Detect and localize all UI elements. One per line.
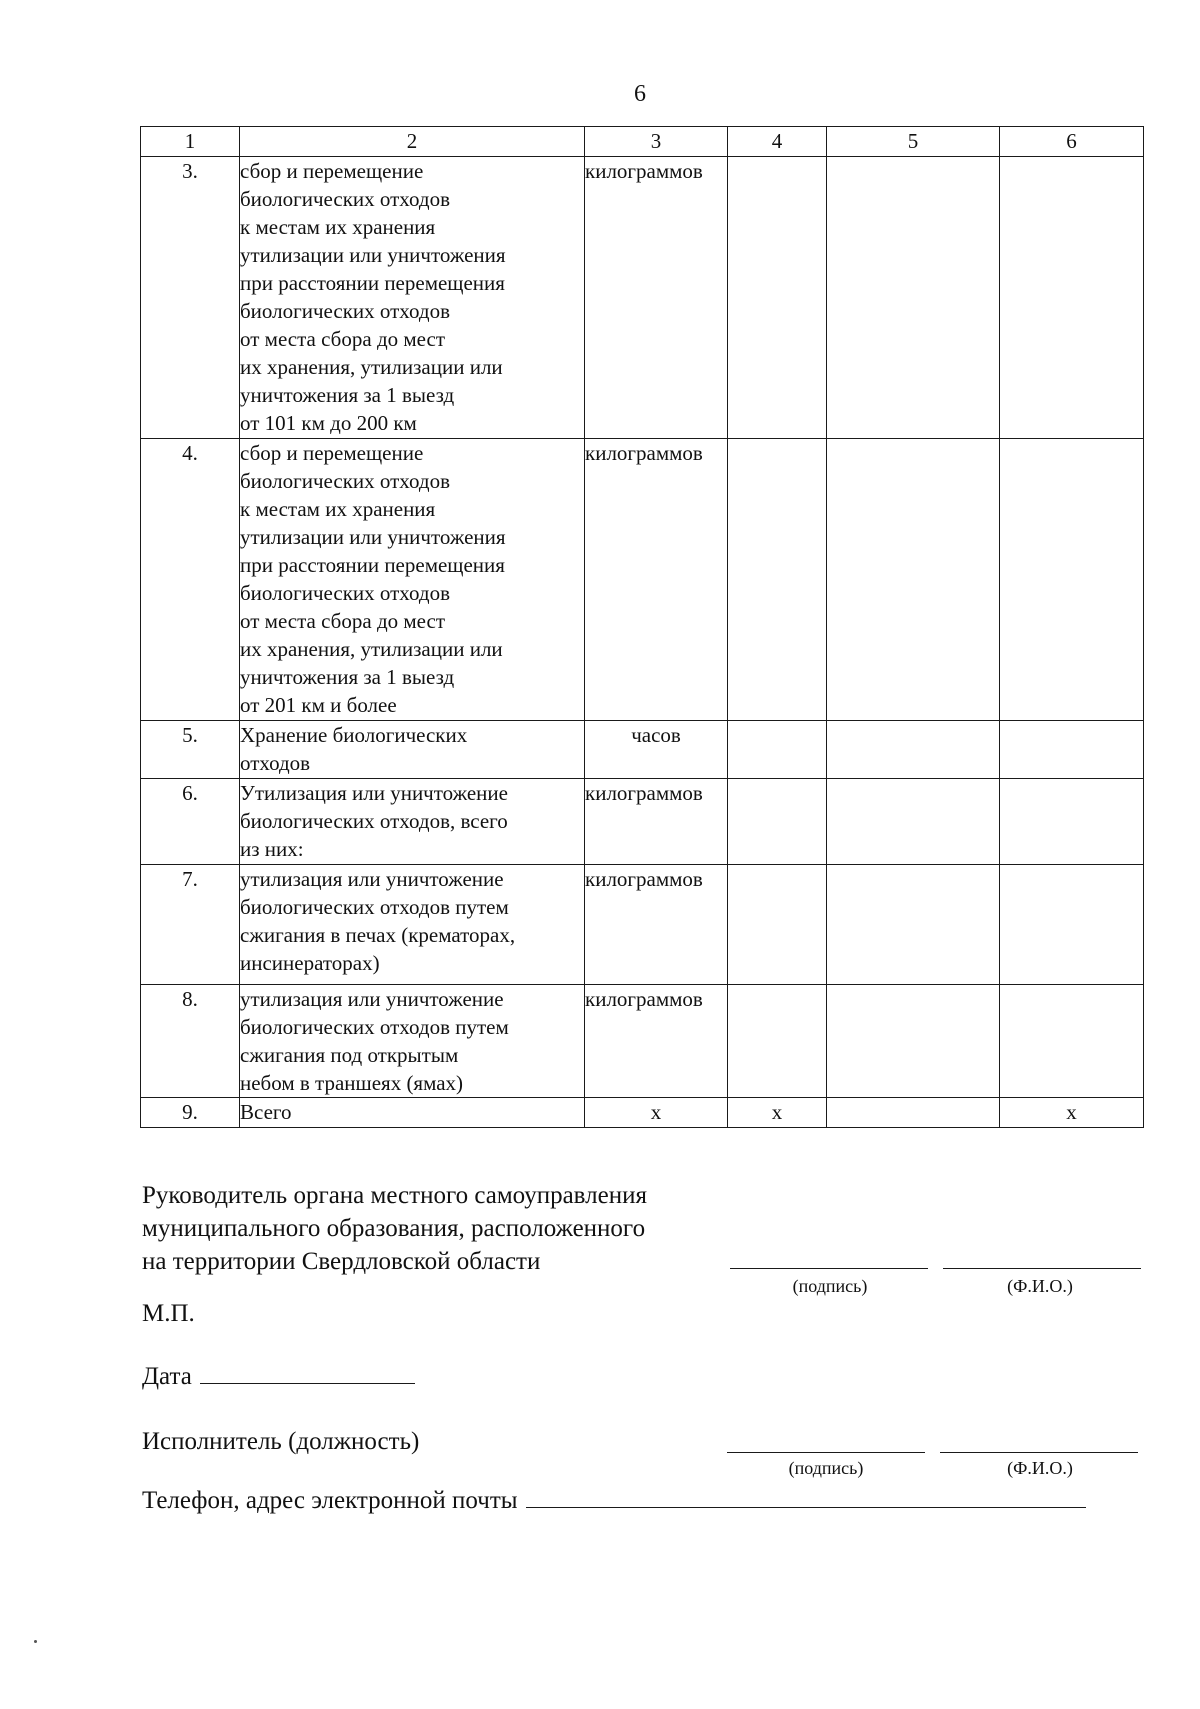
head-signature-caption: (подпись): [792, 1276, 868, 1296]
row-name-line: Всего: [240, 1100, 292, 1124]
row-number-cell: 8.: [141, 985, 240, 1098]
stamp-label: М.П.: [142, 1300, 195, 1327]
row-value-cell[interactable]: [827, 439, 1000, 721]
row-unit-cell: килограммов: [585, 985, 728, 1098]
executor-signature-line[interactable]: [727, 1452, 925, 1453]
executor-name-line[interactable]: [940, 1452, 1138, 1453]
date-row: [142, 1362, 415, 1392]
row-value-cell[interactable]: [827, 157, 1000, 439]
row-name-cell: [240, 157, 585, 439]
row-value-cell[interactable]: [1000, 985, 1144, 1098]
row-name-line: биологических отходов, всего: [240, 809, 508, 833]
row-name-cell: [240, 721, 585, 779]
row-name-line: сжигания в печах (крематорах,: [240, 923, 516, 947]
row-value-cell[interactable]: [1000, 779, 1144, 865]
scan-speck: [34, 1640, 37, 1643]
row-value-cell[interactable]: [728, 985, 827, 1098]
executor-name-caption: (Ф.И.О.): [1007, 1458, 1073, 1478]
row-name-line: из них:: [240, 837, 304, 861]
row-value-cell[interactable]: x: [728, 1098, 827, 1128]
header-cell: 5: [827, 127, 1000, 157]
date-field-line[interactable]: [200, 1382, 415, 1384]
head-name-line[interactable]: [943, 1268, 1141, 1269]
row-name-line: их хранения, утилизации или: [240, 355, 503, 379]
row-name-line: сбор и перемещение: [240, 159, 424, 183]
row-name-line: утилизации или уничтожения: [240, 525, 506, 549]
contact-row: [142, 1486, 1086, 1516]
row-number-cell: 7.: [141, 865, 240, 985]
row-value-cell[interactable]: [1000, 721, 1144, 779]
row-name-cell: [240, 1098, 585, 1128]
row-value-cell[interactable]: [827, 865, 1000, 985]
header-cell: 6: [1000, 127, 1144, 157]
header-cell: 2: [240, 127, 585, 157]
row-value-cell[interactable]: [1000, 439, 1144, 721]
row-name-line: от 101 км до 200 км: [240, 411, 417, 435]
row-name-line: биологических отходов: [240, 299, 450, 323]
row-name-line: при расстоянии перемещения: [240, 553, 505, 577]
row-name-line: утилизация или уничтожение: [240, 987, 504, 1011]
row-name-line: сжигания под открытым: [240, 1043, 459, 1067]
table-header-row: [141, 127, 1144, 157]
row-number-cell: 6.: [141, 779, 240, 865]
row-name-line: уничтожения за 1 выезд: [240, 665, 455, 689]
table-row: [141, 1098, 1144, 1128]
row-name-line: отходов: [240, 751, 311, 775]
row-name-line: утилизации или уничтожения: [240, 243, 506, 267]
row-unit-cell: x: [585, 1098, 728, 1128]
row-name-line: от места сбора до мест: [240, 327, 446, 351]
contact-field-line[interactable]: [526, 1506, 1086, 1508]
row-name-line: утилизация или уничтожение: [240, 867, 504, 891]
report-table: [140, 126, 1144, 1128]
row-name-line: Утилизация или уничтожение: [240, 781, 508, 805]
row-name-line: инсинераторах): [240, 951, 380, 975]
row-value-cell[interactable]: [827, 1098, 1000, 1128]
executor-label: Исполнитель (должность): [142, 1428, 420, 1455]
row-name-line: биологических отходов: [240, 469, 450, 493]
executor-signature-caption: (подпись): [788, 1458, 864, 1478]
row-number-cell: 5.: [141, 721, 240, 779]
head-signature-line[interactable]: [730, 1268, 928, 1269]
row-value-cell[interactable]: [728, 779, 827, 865]
row-name-cell: [240, 439, 585, 721]
row-name-line: биологических отходов: [240, 187, 450, 211]
row-unit-cell: килограммов: [585, 865, 728, 985]
row-value-cell[interactable]: [827, 721, 1000, 779]
row-value-cell[interactable]: [827, 779, 1000, 865]
row-value-cell[interactable]: [728, 157, 827, 439]
row-name-cell: [240, 779, 585, 865]
row-number-cell: 3.: [141, 157, 240, 439]
row-name-line: к местам их хранения: [240, 215, 436, 239]
head-name-caption: (Ф.И.О.): [1007, 1276, 1073, 1296]
contact-label: Телефон, адрес электронной почты: [142, 1487, 518, 1514]
row-name-cell: [240, 985, 585, 1098]
table-row: [141, 865, 1144, 985]
row-name-line: биологических отходов путем: [240, 895, 509, 919]
row-number-cell: 4.: [141, 439, 240, 721]
table-row: [141, 779, 1144, 865]
head-title-line: Руководитель органа местного самоуправления: [142, 1182, 647, 1209]
row-unit-cell: часов: [585, 721, 728, 779]
head-title-line: муниципального образования, расположенного: [142, 1215, 646, 1242]
row-value-cell[interactable]: [827, 985, 1000, 1098]
row-unit-cell: килограммов: [585, 157, 728, 439]
row-name-line: биологических отходов путем: [240, 1015, 509, 1039]
row-unit-cell: килограммов: [585, 779, 728, 865]
row-value-cell[interactable]: [728, 721, 827, 779]
header-cell: 1: [141, 127, 240, 157]
row-name-line: уничтожения за 1 выезд: [240, 383, 455, 407]
table-row: [141, 157, 1144, 439]
row-name-line: от 201 км и более: [240, 693, 397, 717]
header-cell: 4: [728, 127, 827, 157]
row-value-cell[interactable]: x: [1000, 1098, 1144, 1128]
table-row: [141, 721, 1144, 779]
row-value-cell[interactable]: [728, 865, 827, 985]
row-value-cell[interactable]: [728, 439, 827, 721]
row-name-line: биологических отходов: [240, 581, 450, 605]
row-name-line: от места сбора до мест: [240, 609, 446, 633]
row-name-line: Хранение биологических: [240, 723, 468, 747]
row-name-line: их хранения, утилизации или: [240, 637, 503, 661]
date-label: Дата: [142, 1363, 192, 1390]
row-value-cell[interactable]: [1000, 157, 1144, 439]
head-title-line: на территории Свердловской области: [142, 1248, 541, 1275]
row-number-cell: 9.: [141, 1098, 240, 1128]
page-number: 6: [634, 81, 646, 107]
row-name-cell: [240, 865, 585, 985]
row-value-cell[interactable]: [1000, 865, 1144, 985]
header-cell: 3: [585, 127, 728, 157]
row-unit-cell: килограммов: [585, 439, 728, 721]
row-name-line: сбор и перемещение: [240, 441, 424, 465]
table-row: [141, 439, 1144, 721]
table-row: [141, 985, 1144, 1098]
row-name-line: к местам их хранения: [240, 497, 436, 521]
row-name-line: небом в траншеях (ямах): [240, 1071, 464, 1095]
row-name-line: при расстоянии перемещения: [240, 271, 505, 295]
